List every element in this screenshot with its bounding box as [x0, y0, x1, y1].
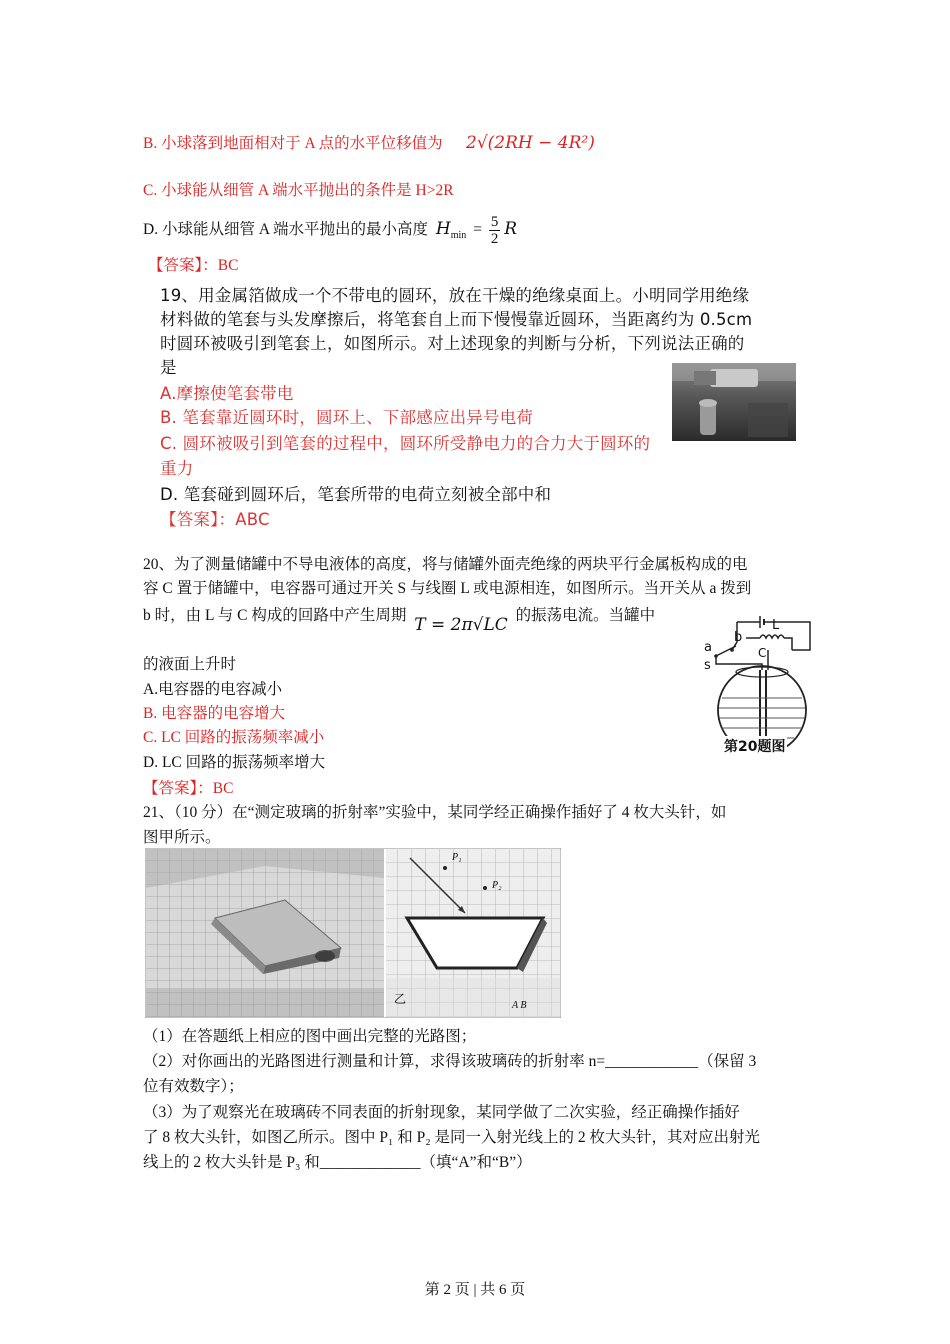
q20-label-a: a: [704, 640, 712, 655]
q20-circuit-figure: [702, 606, 814, 758]
q21-label-ab: A B: [512, 1000, 527, 1011]
q18-option-b-formula: 2√(2RH − 4R²): [466, 133, 595, 153]
q21-line1: 21、（10 分）在“测定玻璃的折射率”实验中，某同学经正确操作插好了 4 枚大头针，如: [143, 804, 727, 821]
q20-label-s: s: [704, 658, 711, 673]
q20-line2: 容 C 置于储罐中，电容器可通过开关 S 与线圈 L 或电源相连，如图所示。当开关从 a 拨到: [143, 580, 752, 597]
q19-option-c1: C. 圆环被吸引到笔套的过程中，圆环所受静电力的合力大于圆环的: [160, 434, 651, 453]
q19-line4: 是: [160, 358, 177, 377]
q19-line2: 材料做的笔套与头发摩擦后，将笔套自上而下慢慢靠近圆环，当距离约为 0.5cm: [160, 310, 753, 329]
q19-line3: 时圆环被吸引到笔套上，如图所示。对上述现象的判断与分析，下列说法正确的: [160, 334, 745, 353]
q19-option-c2: 重力: [160, 459, 194, 478]
q20-figure-caption: 第20题图: [722, 736, 787, 756]
q18-formula-h: H: [435, 219, 451, 240]
q21-label-p2: P₂: [492, 880, 502, 891]
q21-part3c: 线上的 2 枚大头针是 P₃ 和_____________（填“A”和“B”）: [143, 1154, 532, 1171]
q19-option-d: D. 笔套碰到圆环后，笔套所带的电荷立刻被全部中和: [160, 485, 552, 504]
q19-option-a: A.摩擦使笔套带电: [160, 384, 294, 403]
q18-formula-fraction: $\frac{5}{2}$: [490, 214, 499, 247]
q20-line4: 的液面上升时: [143, 656, 237, 673]
q21-part3b: 了 8 枚大头针，如图乙所示。图中 P₁ 和 P₂ 是同一入射光线上的 2 枚大头针，其对应出射光: [143, 1129, 761, 1146]
q18-option-d: D. 小球能从细管 A 端水平抛出的最小高度 $H_{min}$ = $\frac{5}{2}$ R: [143, 214, 517, 247]
q18-answer: 【答案】：BC: [148, 257, 239, 274]
q20-period-formula: T = 2π√LC: [414, 615, 508, 635]
q19-photo-pen-cap-ring: [672, 363, 796, 441]
q20-answer: 【答案】：BC: [143, 780, 234, 797]
q21-part1: （1）在答题纸上相应的图中画出完整的光路图；: [143, 1028, 477, 1045]
q21-part3a: （3）为了观察光在玻璃砖不同表面的折射现象，某同学做了二次实验，经正确操作插好: [143, 1104, 740, 1121]
q21-label-p1: P₁: [452, 852, 462, 863]
q19-answer: 【答案】：ABC: [160, 510, 270, 529]
q21-part2b: 位有效数字）；: [143, 1078, 244, 1095]
q18-option-b: B. 小球落到地面相对于 A 点的水平位移值为: [143, 135, 443, 152]
q19-line1: 19、用金属箔做成一个不带电的圆环，放在干燥的绝缘桌面上。小明同学用绝缘: [160, 286, 750, 305]
q21-figures-jia-yi: [145, 848, 561, 1018]
q20-option-a: A.电容器的电容减小: [143, 681, 283, 698]
q20-line3: b 时，由 L 与 C 构成的回路中产生周期 T = 2π√LC 的振荡电流。当罐中: [143, 607, 656, 635]
q21-part2a: （2）对你画出的光路图进行测量和计算，求得该玻璃砖的折射率 n=____________（保留 3: [143, 1053, 757, 1070]
q21-label-yi: 乙: [394, 992, 407, 1006]
q20-option-b: B. 电容器的电容增大: [143, 705, 286, 722]
q18-formula-r: R: [504, 219, 517, 240]
q20-option-c: C. LC 回路的振荡频率减小: [143, 729, 325, 746]
q20-label-c: C: [758, 646, 767, 660]
q19-option-b: B. 笔套靠近圆环时，圆环上、下部感应出异号电荷: [160, 408, 534, 427]
q20-label-b: b: [734, 630, 743, 645]
page-footer: 第 2 页 | 共 6 页: [424, 1282, 526, 1298]
q18-option-c: C. 小球能从细管 A 端水平抛出的条件是 H>2R: [143, 182, 454, 199]
q20-label-l: L: [772, 618, 780, 633]
q20-line1: 20、为了测量储罐中不导电液体的高度，将与储罐外面壳绝缘的两块平行金属板构成的电: [143, 556, 748, 573]
q18-formula-sub: min: [450, 230, 467, 242]
q21-line2: 图甲所示。: [143, 829, 221, 846]
q20-option-d: D. LC 回路的振荡频率增大: [143, 754, 326, 771]
